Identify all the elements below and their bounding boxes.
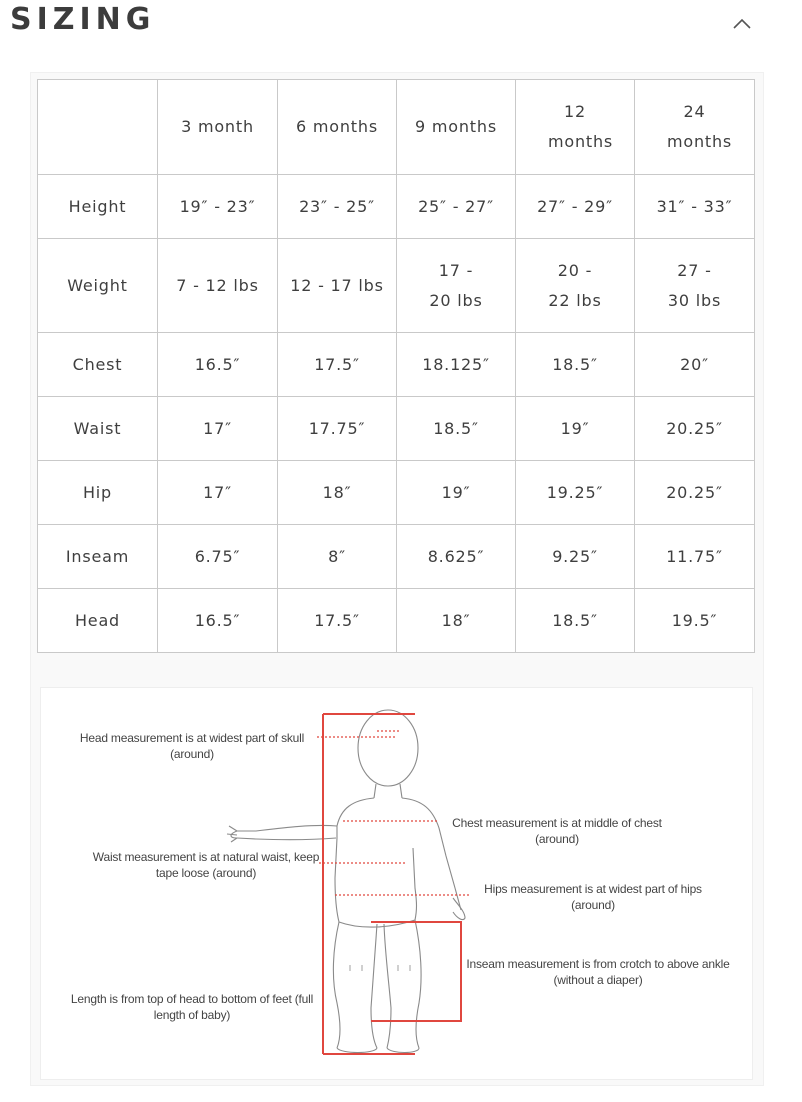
row-label: Head <box>38 589 158 653</box>
row-label: Weight <box>38 239 158 333</box>
table-row <box>38 175 755 239</box>
table-cell: 17″ <box>158 397 278 461</box>
waist-measurement-note: Waist measurement is at natural waist, keep tape loose (around) <box>92 850 320 880</box>
table-cell: 23″ - 25″ <box>278 175 397 239</box>
table-row <box>38 333 755 397</box>
table-row <box>38 239 755 333</box>
row-label: Waist <box>38 397 158 461</box>
table-row <box>38 397 755 461</box>
table-cell: 11.75″ <box>635 525 755 589</box>
table-cell: 19.25″ <box>516 461 635 525</box>
size-chart-table <box>37 79 755 653</box>
header-cell-empty <box>38 80 158 175</box>
table-cell: 16.5″ <box>158 333 278 397</box>
table-cell: 12 - 17 lbs <box>278 239 397 333</box>
head-measurement-note: Head measurement is at widest part of skull (around) <box>79 731 305 761</box>
table-cell: 18.125″ <box>397 333 516 397</box>
table-cell: 17.5″ <box>278 333 397 397</box>
header-cell: 24 months <box>635 80 755 175</box>
inseam-measurement-note: Inseam measurement is from crotch to above ankle (without a diaper) <box>466 957 730 987</box>
table-cell: 9.25″ <box>516 525 635 589</box>
table-cell: 17.75″ <box>278 397 397 461</box>
table-cell: 20.25″ <box>635 461 755 525</box>
table-cell: 18.5″ <box>516 333 635 397</box>
table-cell: 27″ - 29″ <box>516 175 635 239</box>
table-row <box>38 461 755 525</box>
table-cell: 19″ - 23″ <box>158 175 278 239</box>
hips-measurement-note: Hips measurement is at widest part of hips (around) <box>484 882 702 912</box>
table-cell: 19″ <box>397 461 516 525</box>
measurement-diagram <box>40 687 753 1080</box>
table-header-row <box>38 80 755 175</box>
row-label: Height <box>38 175 158 239</box>
table-cell: 16.5″ <box>158 589 278 653</box>
chevron-up-icon[interactable] <box>731 15 753 31</box>
row-label: Hip <box>38 461 158 525</box>
table-cell: 25″ - 27″ <box>397 175 516 239</box>
header-cell: 9 months <box>397 80 516 175</box>
table-cell: 17″ <box>158 461 278 525</box>
table-cell: 8.625″ <box>397 525 516 589</box>
table-cell: 19.5″ <box>635 589 755 653</box>
table-cell: 20″ <box>635 333 755 397</box>
table-cell: 18.5″ <box>397 397 516 461</box>
table-row <box>38 525 755 589</box>
header-cell: 3 month <box>158 80 278 175</box>
table-cell: 20 - 22 lbs <box>516 239 635 333</box>
length-measurement-note: Length is from top of head to bottom of feet (full length of baby) <box>70 992 314 1022</box>
header-cell: 6 months <box>278 80 397 175</box>
measurement-guides <box>323 714 461 1054</box>
table-row <box>38 589 755 653</box>
row-label: Chest <box>38 333 158 397</box>
table-cell: 6.75″ <box>158 525 278 589</box>
table-cell: 27 - 30 lbs <box>635 239 755 333</box>
section-title: SIZING <box>10 2 156 37</box>
table-cell: 17.5″ <box>278 589 397 653</box>
chest-measurement-note: Chest measurement is at middle of chest (around) <box>452 816 662 846</box>
table-cell: 31″ - 33″ <box>635 175 755 239</box>
table-cell: 20.25″ <box>635 397 755 461</box>
table-cell: 8″ <box>278 525 397 589</box>
sizing-header[interactable] <box>0 0 802 48</box>
table-cell: 19″ <box>516 397 635 461</box>
table-cell: 18″ <box>278 461 397 525</box>
table-cell: 18″ <box>397 589 516 653</box>
table-cell: 18.5″ <box>516 589 635 653</box>
measurement-dotted-lines <box>317 731 471 895</box>
table-cell: 17 - 20 lbs <box>397 239 516 333</box>
header-cell: 12 months <box>516 80 635 175</box>
table-cell: 7 - 12 lbs <box>158 239 278 333</box>
row-label: Inseam <box>38 525 158 589</box>
